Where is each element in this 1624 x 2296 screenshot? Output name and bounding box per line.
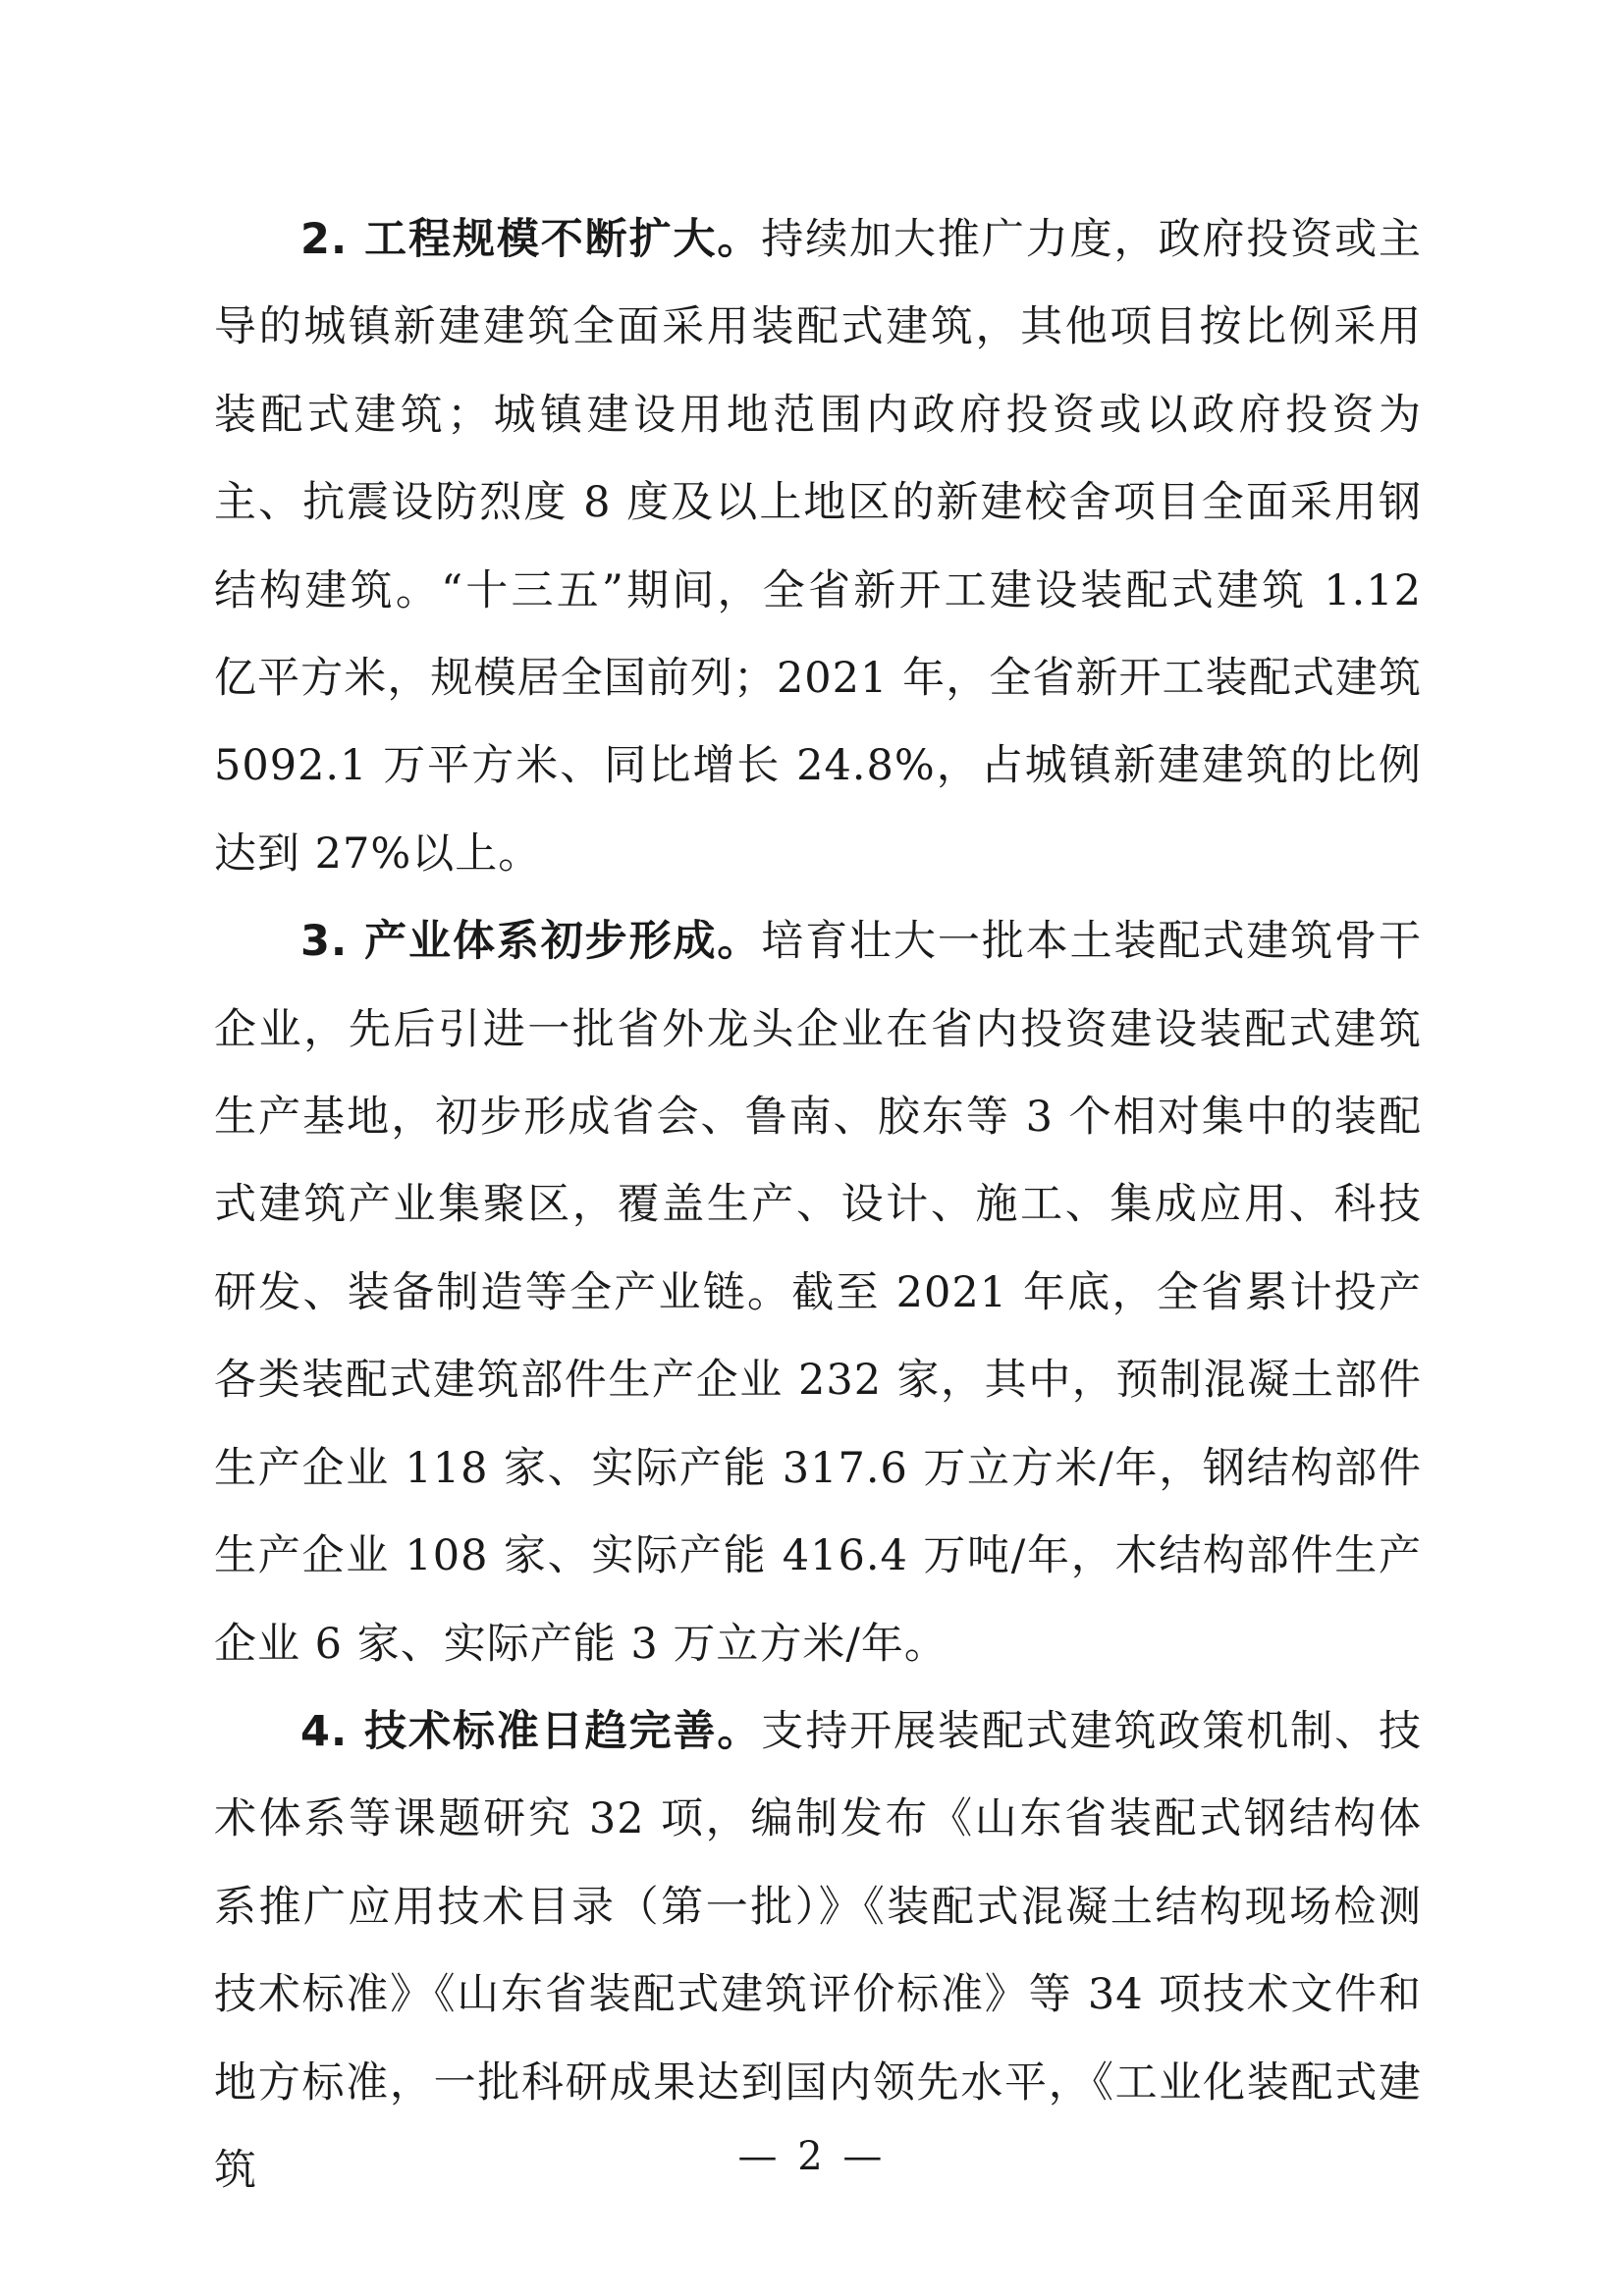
document-page [214, 196, 1422, 2215]
paragraph-body: 培育壮大一批本土装配式建筑骨干企业，先后引进一批省外龙头企业在省内投资建设装配式建筑生产基地，初步形成省会、鲁南、胶东等 3 个相对集中的装配式建筑产业集聚区，覆盖生产、设计、施工、集成应用、科技研发、装备制造等全产业链。截至 2021 年底，全省累计投产各类装配式建筑部件生产企业 232 家，其中，预制混凝土部件生产企业 118 家、实际产能 317.6 万立方米/年，钢结构部件生产企业 108 家、实际产能 416.4 万吨/年，木结构部件生产企业 6 家、实际产能 3 万立方米/年。 [214, 917, 1422, 1669]
paragraph-heading: 3. 产业体系初步形成。 [300, 917, 762, 967]
paragraph-heading: 2. 工程规模不断扩大。 [300, 215, 762, 264]
page-number: — 2 — [737, 2134, 887, 2179]
paragraph-project-scale [214, 196, 1422, 898]
paragraph-body: 持续加大推广力度，政府投资或主导的城镇新建建筑全面采用装配式建筑，其他项目按比例采用装配式建筑；城镇建设用地范围内政府投资或以政府投资为主、抗震设防烈度 8 度及以上地区的新建校舍项目全面采用钢结构建筑。“十三五”期间，全省新开工建设装配式建筑 1.12 亿平方米，规模居全国前列；2021 年，全省新开工装配式建筑 5092.1 万平方米、同比增长 24.8%，占城镇新建建筑的比例达到 27%以上。 [214, 215, 1422, 879]
paragraph-body: 支持开展装配式建筑政策机制、技术体系等课题研究 32 项，编制发布《山东省装配式钢结构体系推广应用技术目录（第一批）》《装配式混凝土结构现场检测技术标准》《山东省装配式建筑评价标准》等 34 项技术文件和地方标准，一批科研成果达到国内领先水平，《工业化装配式建筑 [214, 1706, 1422, 2195]
paragraph-industry-system [214, 898, 1422, 1688]
paragraph-heading: 4. 技术标准日趋完善。 [300, 1706, 762, 1756]
